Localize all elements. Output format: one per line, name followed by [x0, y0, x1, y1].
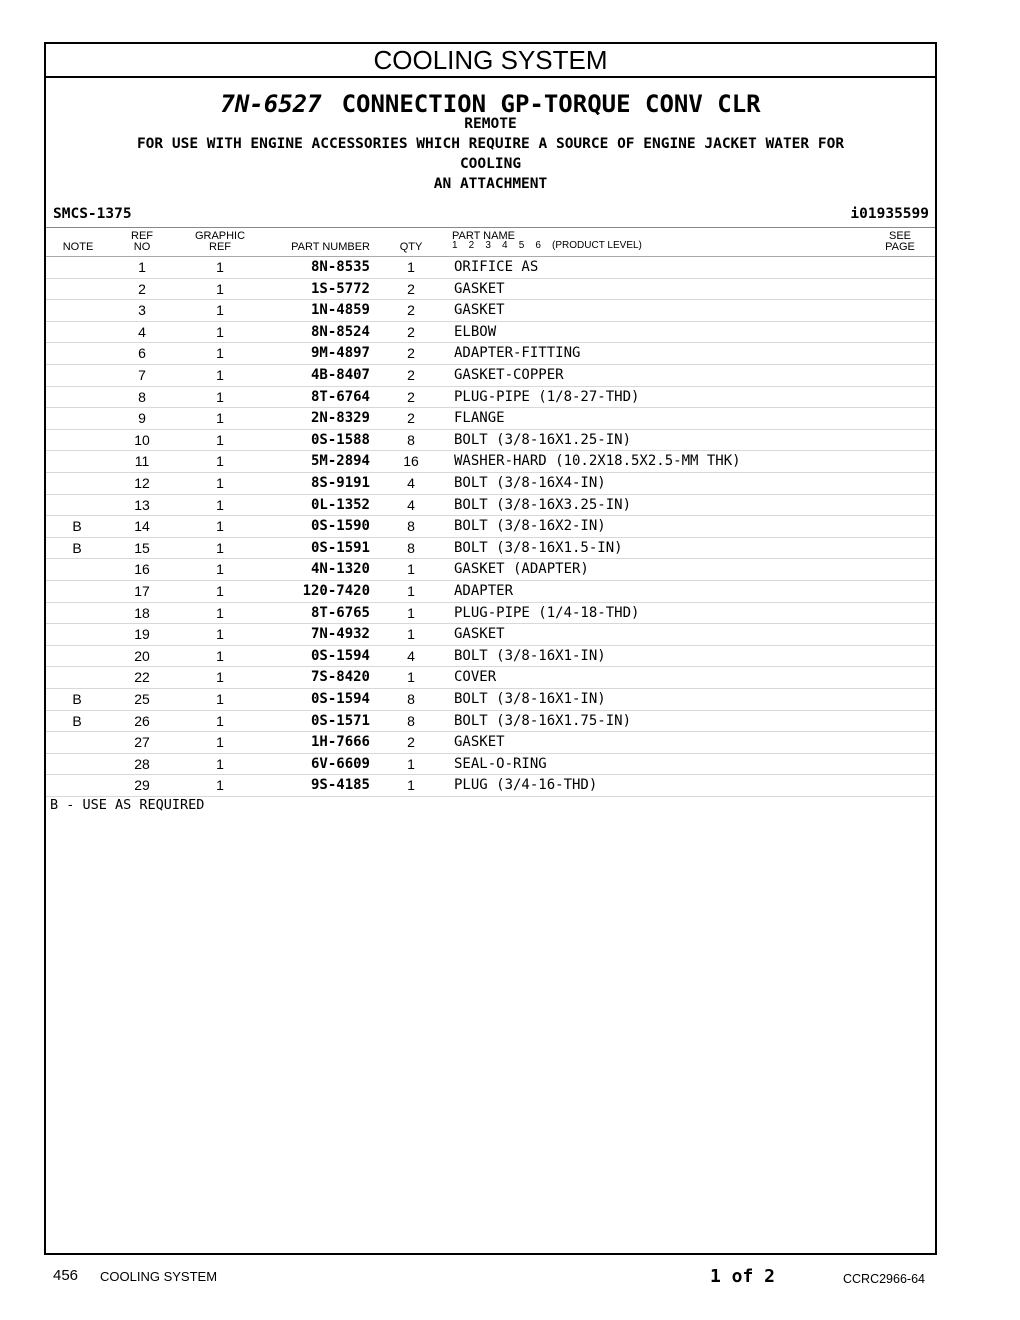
row-part-name: ORIFICE AS	[454, 259, 539, 275]
row-part-name: PLUG-PIPE (1/8-27-THD)	[454, 388, 640, 405]
column-header-qty: QTY	[399, 241, 423, 253]
row-ref-no: 10	[134, 431, 150, 448]
table-row	[46, 753, 935, 776]
row-note: B	[72, 691, 82, 707]
group-description-line: COOLING	[459, 156, 522, 172]
row-part-name: ADAPTER	[454, 583, 514, 599]
row-ref-no: 25	[134, 691, 150, 707]
table-row	[46, 666, 935, 689]
row-qty: 16	[403, 453, 419, 470]
row-ref-no: 18	[134, 604, 150, 621]
row-qty: 2	[407, 388, 415, 405]
table-row	[46, 299, 935, 322]
row-ref-no: 8	[138, 388, 146, 405]
row-graphic-ref: 1	[216, 431, 224, 448]
row-graphic-ref: 1	[216, 647, 224, 664]
row-part-name: PLUG (3/4-16-THD)	[454, 777, 598, 794]
row-qty: 2	[407, 367, 415, 383]
row-qty: 8	[407, 431, 415, 448]
column-header-see-top: SEE	[888, 230, 911, 242]
row-part-number: 4B-8407	[310, 367, 370, 383]
row-part-name: BOLT (3/8-16X1-IN)	[454, 647, 606, 664]
table-row	[46, 278, 935, 301]
table-row	[46, 558, 935, 581]
column-header-see-bottom: PAGE	[885, 241, 915, 253]
row-graphic-ref: 1	[216, 259, 224, 275]
table-row	[46, 515, 935, 538]
table-row	[46, 429, 935, 452]
row-part-number: 7S-8420	[310, 669, 370, 686]
footer-doc-code: CCRC2966-64	[843, 1272, 925, 1286]
row-graphic-ref: 1	[216, 604, 224, 621]
row-qty: 2	[407, 302, 415, 319]
row-part-number: 0S-1591	[310, 539, 370, 556]
row-part-name: BOLT (3/8-16X1.5-IN)	[454, 539, 623, 556]
row-qty: 8	[407, 518, 415, 535]
table-row	[46, 494, 935, 517]
row-graphic-ref: 1	[216, 496, 224, 513]
table-row	[46, 688, 935, 711]
row-qty: 2	[407, 280, 415, 297]
row-part-name: PLUG-PIPE (1/4-18-THD)	[454, 604, 640, 621]
row-qty: 4	[407, 496, 415, 513]
row-graphic-ref: 1	[216, 280, 224, 297]
row-qty: 4	[407, 475, 415, 491]
row-qty: 2	[407, 410, 415, 427]
smcs-code: SMCS-1375	[53, 206, 132, 222]
table-row	[46, 623, 935, 646]
row-qty: 1	[407, 561, 415, 578]
row-part-number: 1N-4859	[310, 302, 370, 319]
table-row	[46, 256, 935, 279]
row-ref-no: 29	[134, 777, 150, 794]
table-row	[46, 364, 935, 387]
row-graphic-ref: 1	[216, 518, 224, 535]
row-part-number: 6V-6609	[310, 755, 370, 772]
row-ref-no: 13	[134, 496, 150, 513]
illustration-id: i01935599	[850, 206, 929, 222]
row-ref-no: 19	[134, 626, 150, 643]
row-ref-no: 7	[138, 367, 146, 383]
row-ref-no: 27	[134, 734, 150, 751]
row-part-name: GASKET	[454, 626, 505, 643]
row-graphic-ref: 1	[216, 777, 224, 794]
parts-page-frame	[44, 42, 937, 1255]
table-row	[46, 450, 935, 473]
row-qty: 8	[407, 712, 415, 729]
row-graphic-ref: 1	[216, 561, 224, 578]
table-row	[46, 342, 935, 365]
row-ref-no: 2	[138, 280, 146, 297]
row-part-number: 0S-1590	[310, 518, 370, 535]
row-part-name: BOLT (3/8-16X3.25-IN)	[454, 496, 632, 513]
row-graphic-ref: 1	[216, 367, 224, 383]
row-ref-no: 3	[138, 302, 146, 319]
row-ref-no: 15	[134, 539, 150, 556]
footer-page-number: 456	[53, 1267, 79, 1284]
header-divider	[46, 227, 935, 228]
table-row	[46, 645, 935, 668]
row-part-name: FLANGE	[454, 410, 505, 427]
row-qty: 1	[407, 583, 415, 599]
row-graphic-ref: 1	[216, 302, 224, 319]
row-note: B	[72, 539, 82, 556]
row-part-name: WASHER-HARD (10.2X18.5X2.5-MM THK)	[454, 453, 741, 470]
row-part-number: 5M-2894	[310, 453, 370, 470]
row-part-name: BOLT (3/8-16X1-IN)	[454, 691, 606, 707]
row-qty: 1	[407, 259, 415, 275]
row-part-number: 4N-1320	[310, 561, 370, 578]
row-part-name: BOLT (3/8-16X2-IN)	[454, 518, 606, 535]
column-header-part-name: PART NAME	[452, 230, 515, 242]
group-number: 7N-6527	[220, 90, 322, 118]
row-ref-no: 17	[134, 583, 150, 599]
section-title: COOLING SYSTEM	[46, 44, 935, 78]
row-qty: 1	[407, 755, 415, 772]
row-qty: 1	[407, 669, 415, 686]
row-qty: 4	[407, 647, 415, 664]
row-part-number: 0S-1588	[310, 431, 370, 448]
row-qty: 1	[407, 604, 415, 621]
table-row	[46, 472, 935, 495]
table-row	[46, 386, 935, 409]
row-part-number: 0L-1352	[310, 496, 370, 513]
row-graphic-ref: 1	[216, 475, 224, 491]
row-part-number: 8T-6764	[310, 388, 370, 405]
row-qty: 8	[407, 691, 415, 707]
row-part-name: GASKET	[454, 280, 505, 297]
table-row	[46, 407, 935, 430]
row-part-number: 2N-8329	[310, 410, 370, 427]
footer-page-of: 1 of 2	[710, 1266, 776, 1287]
row-graphic-ref: 1	[216, 669, 224, 686]
row-part-number: 1S-5772	[310, 280, 370, 297]
row-ref-no: 12	[134, 475, 150, 491]
row-part-name: GASKET-COPPER	[454, 367, 564, 383]
table-row	[46, 580, 935, 603]
row-graphic-ref: 1	[216, 734, 224, 751]
group-heading	[46, 90, 935, 118]
row-part-name: BOLT (3/8-16X1.25-IN)	[454, 431, 632, 448]
row-part-name: SEAL-O-RING	[454, 755, 547, 772]
row-ref-no: 4	[138, 323, 146, 340]
column-header-product-level: 1 2 3 4 5 6 (PRODUCT LEVEL)	[452, 240, 642, 251]
row-note: B	[72, 712, 82, 729]
row-part-number: 7N-4932	[310, 626, 370, 643]
table-row	[46, 321, 935, 344]
row-ref-no: 22	[134, 669, 150, 686]
row-graphic-ref: 1	[216, 626, 224, 643]
row-graphic-ref: 1	[216, 712, 224, 729]
row-ref-no: 1	[138, 259, 146, 275]
footer-section: COOLING SYSTEM	[100, 1269, 218, 1284]
row-part-number: 9S-4185	[310, 777, 370, 794]
column-header-graphic-bottom: REF	[209, 241, 231, 253]
row-note: B	[72, 518, 82, 535]
table-row	[46, 602, 935, 625]
row-ref-no: 28	[134, 755, 150, 772]
row-part-name: COVER	[454, 669, 497, 686]
row-qty: 1	[407, 777, 415, 794]
row-graphic-ref: 1	[216, 410, 224, 427]
group-description-line: REMOTE	[464, 116, 517, 132]
row-qty: 2	[407, 323, 415, 340]
row-part-number: 0S-1594	[310, 647, 370, 664]
row-part-number: 8T-6765	[310, 604, 370, 621]
row-qty: 8	[407, 539, 415, 556]
group-name: CONNECTION GP-TORQUE CONV CLR	[341, 90, 761, 118]
column-header-graphic-top: GRAPHIC	[194, 230, 246, 242]
row-qty: 1	[407, 626, 415, 643]
row-part-name: GASKET	[454, 734, 505, 751]
footnote: B - USE AS REQUIRED	[50, 797, 205, 813]
row-part-number: 8N-8524	[310, 323, 370, 340]
row-graphic-ref: 1	[216, 345, 224, 362]
row-part-number: 0S-1571	[310, 712, 370, 729]
row-ref-no: 9	[138, 410, 146, 427]
row-part-name: GASKET (ADAPTER)	[454, 561, 589, 578]
group-description-line: AN ATTACHMENT	[433, 176, 548, 192]
group-description-line: FOR USE WITH ENGINE ACCESSORIES WHICH REQUIRE A SOURCE OF ENGINE JACKET WATER FOR	[136, 136, 845, 152]
row-part-name: BOLT (3/8-16X4-IN)	[454, 475, 606, 491]
column-header-ref-bottom: NO	[133, 241, 151, 253]
row-graphic-ref: 1	[216, 453, 224, 470]
table-row	[46, 774, 935, 797]
row-part-name: ELBOW	[454, 323, 497, 340]
row-ref-no: 16	[134, 561, 150, 578]
row-part-number: 120-7420	[302, 583, 370, 599]
row-part-number: 8S-9191	[310, 475, 370, 491]
row-qty: 2	[407, 734, 415, 751]
row-graphic-ref: 1	[216, 691, 224, 707]
row-ref-no: 11	[134, 453, 150, 470]
column-header-note: NOTE	[62, 241, 94, 253]
row-part-number: 0S-1594	[310, 691, 370, 707]
row-part-number: 1H-7666	[310, 734, 370, 751]
row-ref-no: 14	[134, 518, 150, 535]
table-row	[46, 710, 935, 733]
column-header-ref-top: REF	[131, 230, 153, 242]
column-header-part-number: PART NUMBER	[291, 241, 370, 253]
row-qty: 2	[407, 345, 415, 362]
row-part-number: 9M-4897	[310, 345, 370, 362]
row-part-name: BOLT (3/8-16X1.75-IN)	[454, 712, 632, 729]
row-graphic-ref: 1	[216, 539, 224, 556]
table-row	[46, 731, 935, 754]
row-part-number: 8N-8535	[310, 259, 370, 275]
row-graphic-ref: 1	[216, 323, 224, 340]
row-graphic-ref: 1	[216, 583, 224, 599]
row-graphic-ref: 1	[216, 755, 224, 772]
row-ref-no: 6	[138, 345, 146, 362]
row-ref-no: 26	[134, 712, 150, 729]
table-row	[46, 537, 935, 560]
row-part-name: ADAPTER-FITTING	[454, 345, 581, 362]
row-graphic-ref: 1	[216, 388, 224, 405]
row-ref-no: 20	[134, 647, 150, 664]
row-part-name: GASKET	[454, 302, 505, 319]
